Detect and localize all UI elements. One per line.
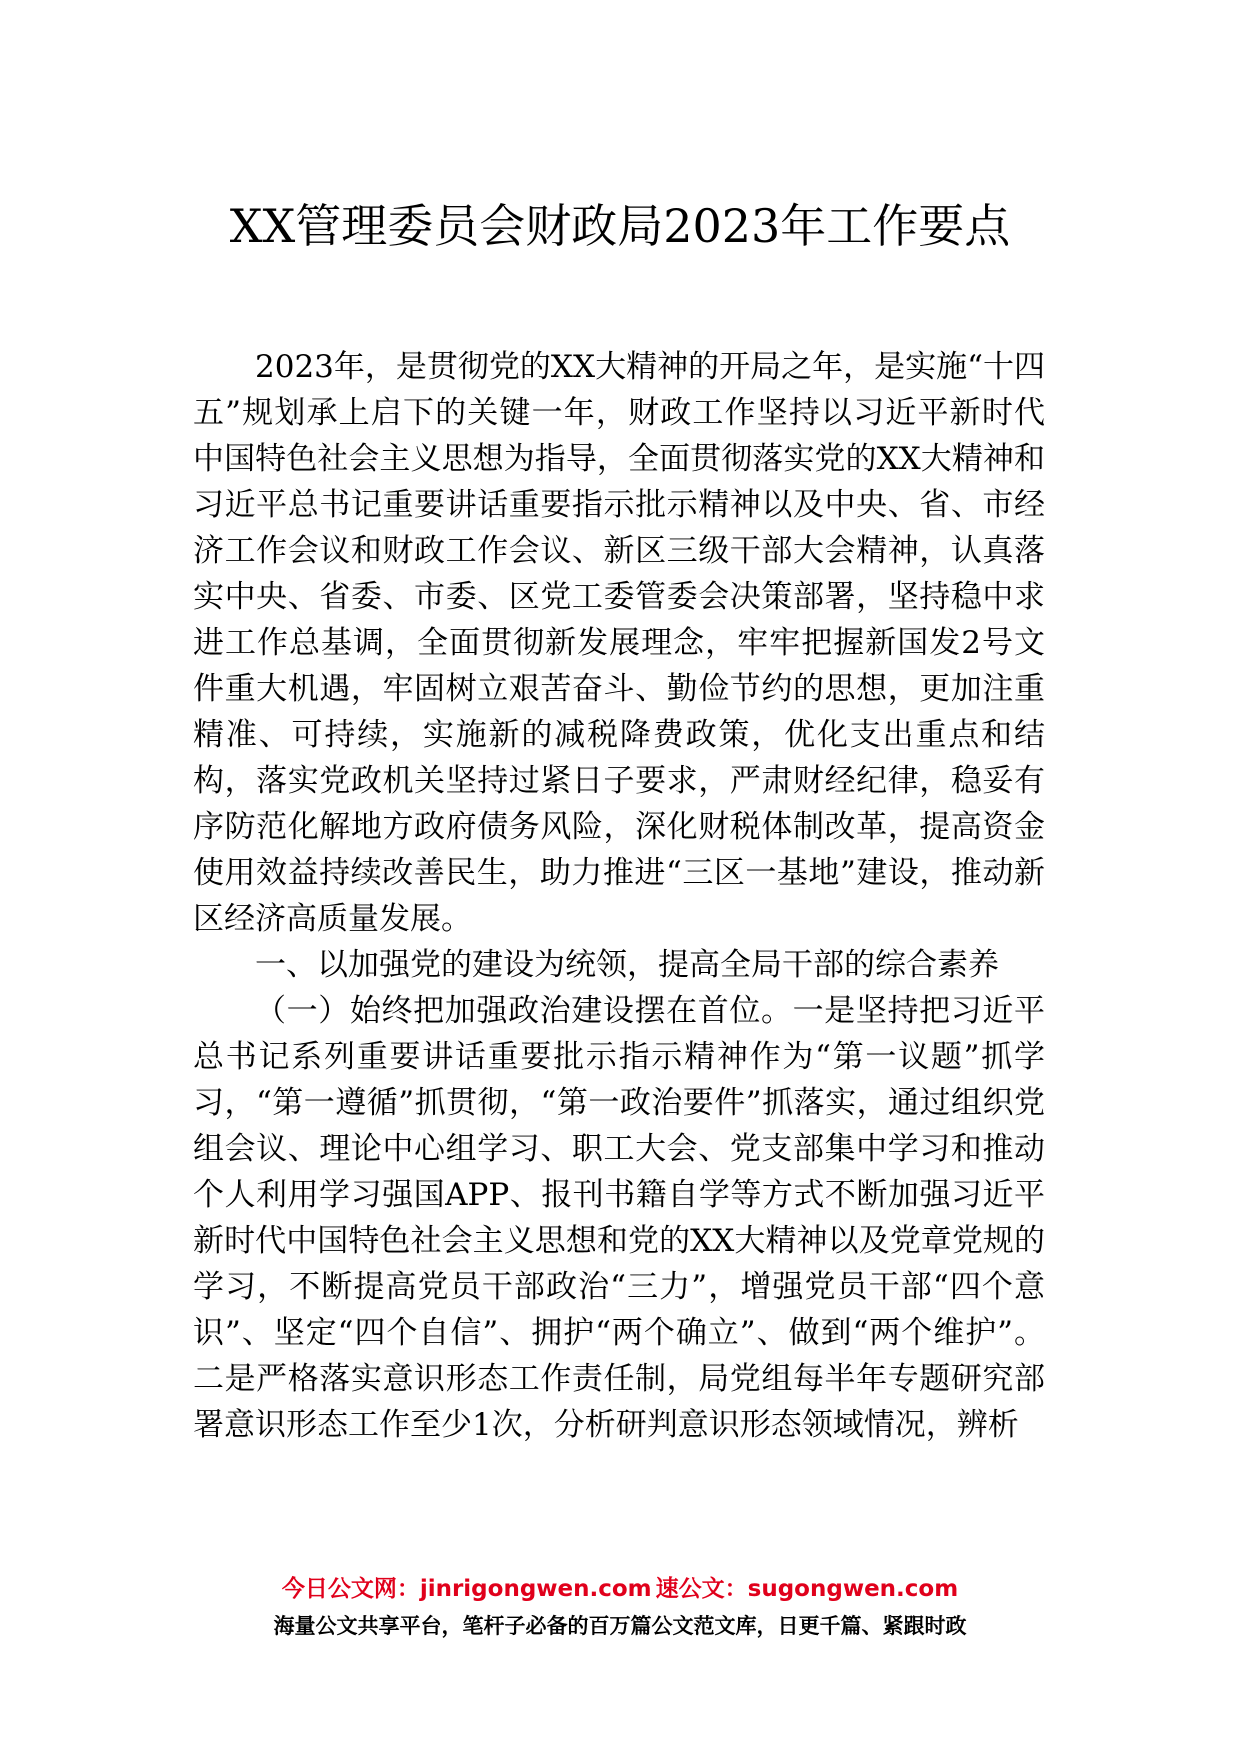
site1-url[interactable]: jinrigongwen.com bbox=[419, 1576, 652, 1602]
footer-banner bbox=[0, 1572, 1240, 1646]
section-1-paragraph-1: （一）始终把加强政治建设摆在首位。一是坚持把习近平总书记系列重要讲话重要批示指示精神作为“第一议题”抓学习，“第一遵循”抓贯彻，“第一政治要件”抓落实，通过组织党组会议、理论中心组学习、职工大会、党支部集中学习和推动个人利用学习强国APP、报刊书籍自学等方式不断加强习近平新时代中国特色社会主义思想和党的XX大精神以及党章党规的学习，不断提高党员干部政治“三力”，增强党员干部“四个意识”、坚定“四个自信”、拥护“两个确立”、做到“两个维护”。二是严格落实意识形态工作责任制，局党组每半年专题研究部署意识形态工作至少1次，分析研判意识形态领域情况，辨析 bbox=[193, 993, 1045, 1443]
document-title: XX管理委员会财政局2023年工作要点 bbox=[229, 199, 1011, 253]
section-heading-1: 一、以加强党的建设为统领，提高全局干部的综合素养 bbox=[255, 947, 999, 983]
footer-tagline: 海量公文共享平台，笔杆子必备的百万篇公文范文库，日更千篇、紧跟时政 bbox=[273, 1614, 967, 1638]
site1-name: 今日公文网： bbox=[281, 1576, 420, 1602]
intro-paragraph: 2023年，是贯彻党的XX大精神的开局之年，是实施“十四五”规划承上启下的关键一年，财政工作坚持以习近平新时代中国特色社会主义思想为指导，全面贯彻落实党的XX大精神和习近平总书记重要讲话重要指示批示精神以及中央、省、市经济工作会议和财政工作会议、新区三级干部大会精神，认真落实中央、省委、市委、区党工委管委会决策部署，坚持稳中求进工作总基调，全面贯彻新发展理念，牢牢把握新国发2号文件重大机遇，牢固树立艰苦奋斗、勤俭节约的思想，更加注重精准、可持续，实施新的减税降费政策，优化支出重点和结构，落实党政机关坚持过紧日子要求，严肃财经纪律，稳妥有序防范化解地方政府债务风险，深化财税体制改革，提高资金使用效益持续改善民生，助力推进“三区一基地”建设，推动新区经济高质量发展。 bbox=[193, 349, 1045, 937]
document-body bbox=[193, 344, 1045, 1448]
site2-url[interactable]: sugongwen.com bbox=[747, 1576, 959, 1602]
site2-name: 速公文： bbox=[655, 1576, 748, 1602]
footer-sites bbox=[0, 1572, 1240, 1606]
